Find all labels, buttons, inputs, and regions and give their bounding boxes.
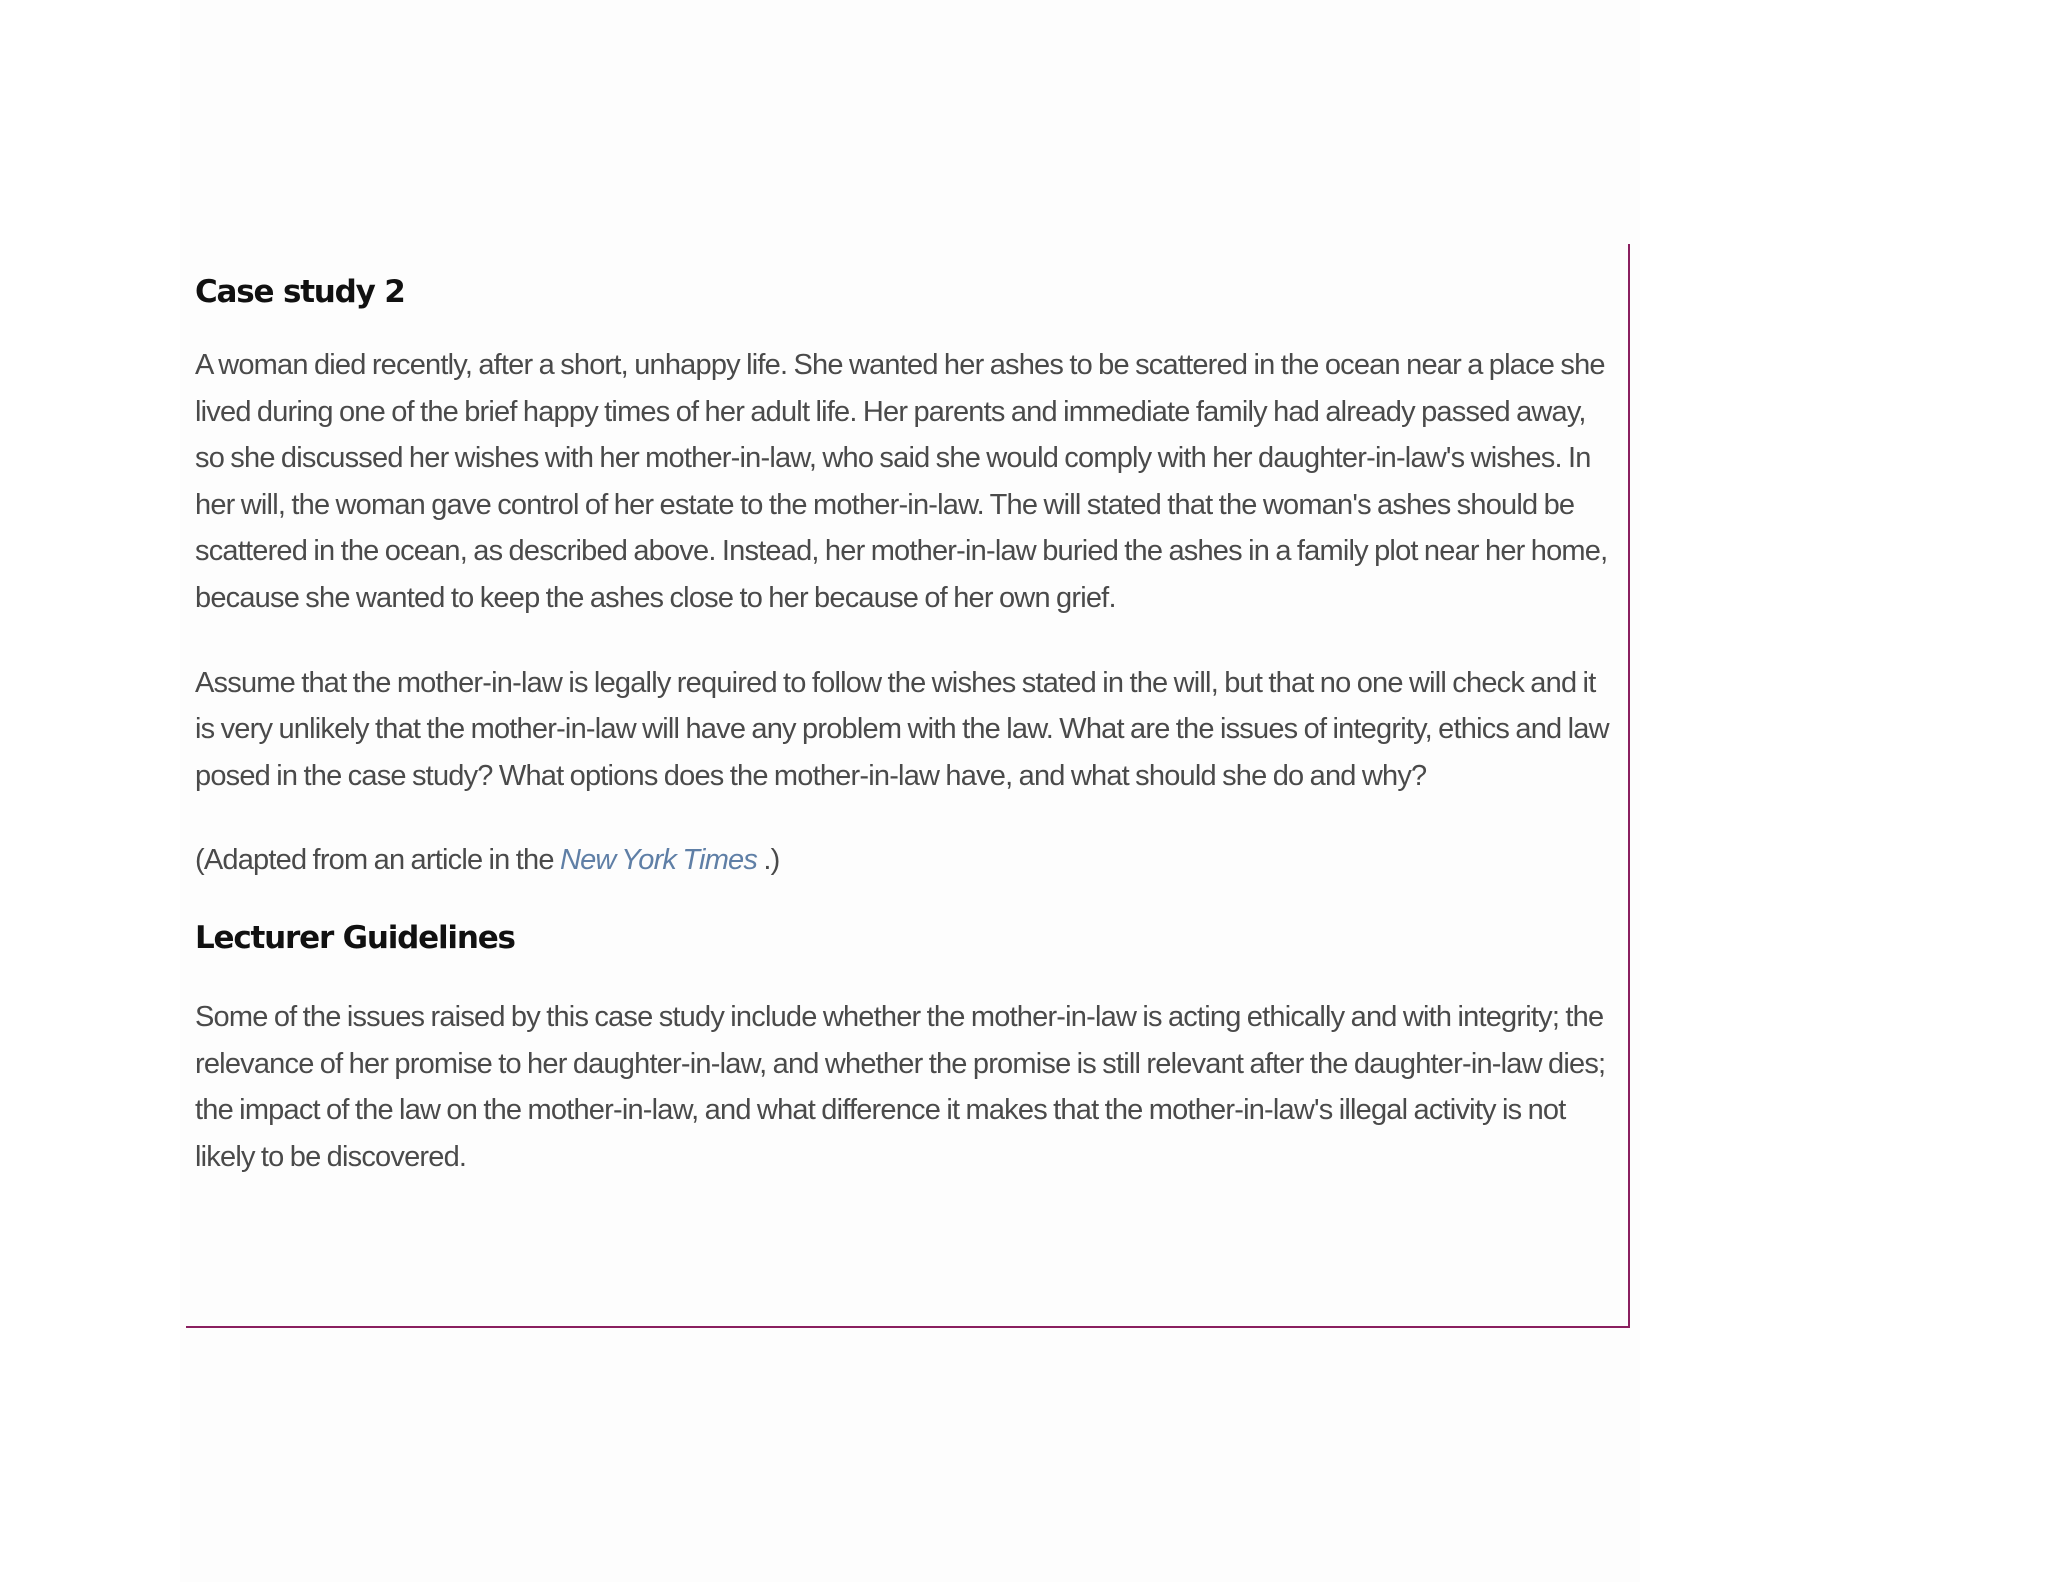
- lecturer-guidelines-paragraph: Some of the issues raised by this case study include whether the mother-in-law is acting ethically and with integrity; the relevance of her promise to her daughter-in-law, and whether the promise is still relevant after the daughter-in-law dies; the impact of the law on the mother-in-law, and what difference it makes that the mother-in-law's illegal activity is not likely to be discovered.: [195, 1000, 1606, 1173]
- attribution-suffix: .): [757, 844, 780, 877]
- case-study-paragraph-2: Assume that the mother-in-law is legally required to follow the wishes stated in the will, but that no one will check and it is very unlikely that the mother-in-law will have any problem with the law. What are the issues of integrity, ethics and law posed in the case study? What options does the mother-in-law have, and what should she do and why?: [195, 666, 1609, 792]
- new-york-times-link[interactable]: New York Times: [559, 844, 758, 877]
- case-study-content: [195, 268, 1615, 1180]
- lecturer-guidelines-heading: Lecturer Guidelines: [195, 919, 515, 956]
- attribution: [195, 837, 1615, 884]
- attribution-prefix: (Adapted from an article in the: [195, 844, 560, 877]
- case-study-heading: Case study 2: [195, 274, 405, 310]
- case-study-paragraph-1: A woman died recently, after a short, unhappy life. She wanted her ashes to be scattered in the ocean near a place she lived during one of the brief happy times of her adult life. Her parents and immediate family had already passed away, so she discussed her wishes with her mother-in-law, who said she would comply with her daughter-in-law's wishes. In her will, the woman gave control of her estate to the mother-in-law. The will stated that the woman's ashes should be scattered in the ocean, as described above. Instead, her mother-in-law buried the ashes in a family plot near her home, because she wanted to keep the ashes close to her because of her own grief.: [195, 349, 1608, 614]
